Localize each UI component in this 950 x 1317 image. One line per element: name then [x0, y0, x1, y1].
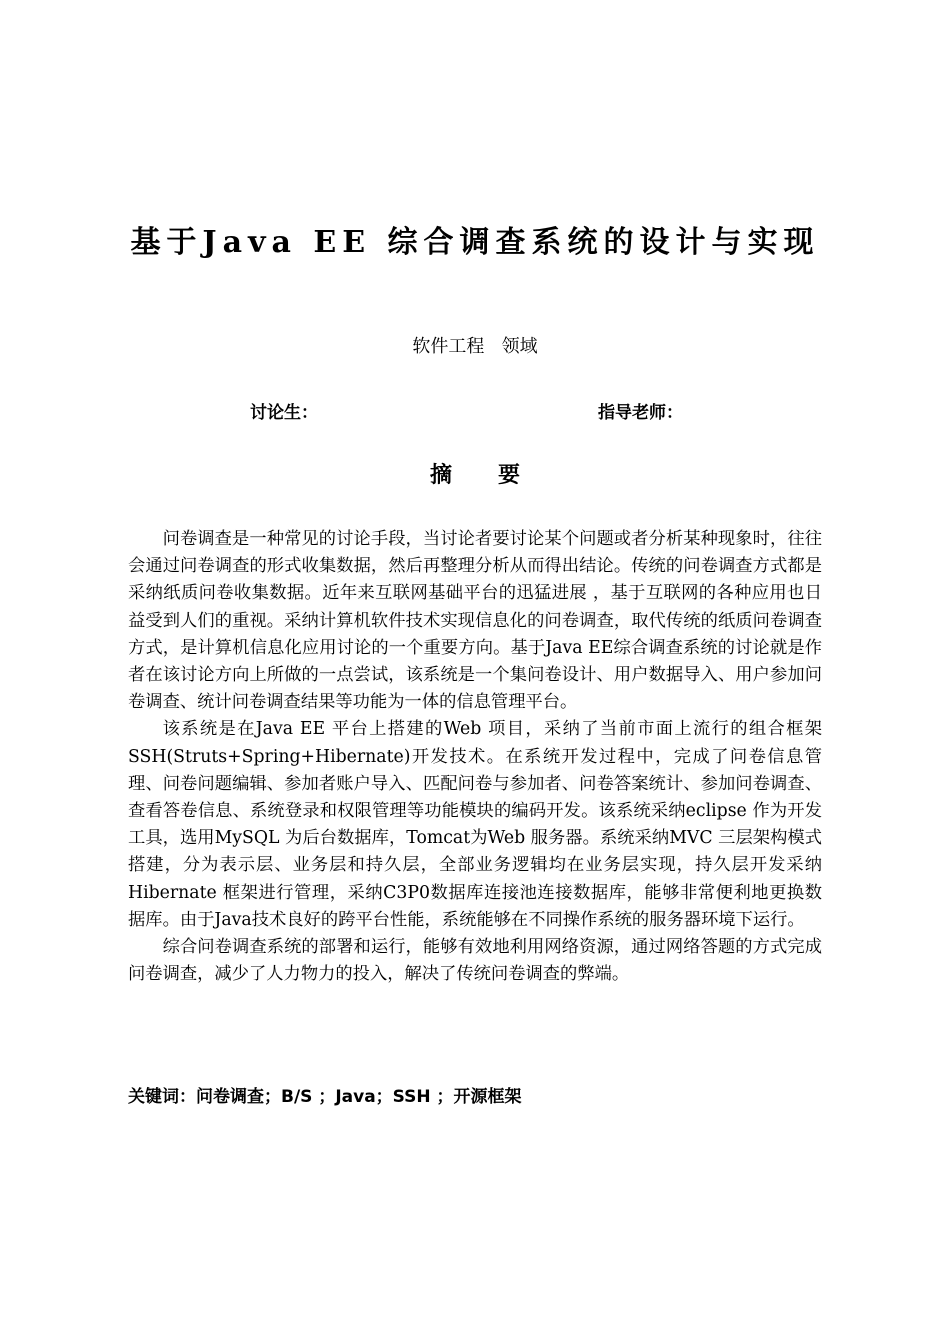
keywords-line: 关键词：问卷调查；B/S ；Java；SSH ；开源框架 — [128, 1087, 522, 1107]
abstract-paragraph-1: 问卷调查是一种常见的讨论手段，当讨论者要讨论某个问题或者分析某种现象时，往往会通过问卷调查的形式收集数据，然后再整理分析从而得出结论。传统的问卷调查方式都是采纳纸质问卷收集数据。近年来互联网基础平台的迅猛进展 ，基于互联网的各种应用也日益受到人们的重视。采纳计算机软件技术实现信息化的问卷调查，取代传统的纸质问卷调查方式，是计算机信息化应用讨论的一个重要方向。基于Java EE综合调查系统的讨论就是作者在该讨论方向上所做的一点尝试，该系统是一个集问卷设计、用户数据导入、用户参加问卷调查、统计问卷调查结果等功能为一体的信息管理平台。 — [128, 529, 822, 713]
abstract-body — [128, 526, 822, 988]
student-label: 讨论生： — [250, 403, 318, 423]
field-line: 软件工程 领域 — [412, 336, 538, 357]
abstract-paragraph-2: 该系统是在Java EE 平台上搭建的Web 项目，采纳了当前市面上流行的组合框架SSH(Struts+Spring+Hibernate)开发技术。在系统开发过程中，完成了问卷信息管理、问卷问题编辑、参加者账户导入、匹配问卷与参加者、问卷答案统计、参加问卷调查、查看答卷信息、系统登录和权限管理等功能模块的编码开发。该系统采纳eclipse 作为开发工具，选用MySQL 为后台数据库，Tomcat为Web 服务器。系统采纳MVC 三层架构模式搭建，分为表示层、业务层和持久层，全部业务逻辑均在业务层实现，持久层开发采纳Hibernate 框架进行管理，采纳C3P0数据库连接池连接数据库，能够非常便利地更换数据库。由于Java技术良好的跨平台性能，系统能够在不同操作系统的服务器环境下运行。 — [128, 719, 822, 930]
document-title: 基于Java EE 综合调查系统的设计与实现 — [130, 225, 820, 260]
abstract-heading: 摘 要 — [430, 463, 520, 488]
abstract-paragraph-3: 综合问卷调查系统的部署和运行，能够有效地利用网络资源，通过网络答题的方式完成问卷调查，减少了人力物力的投入，解决了传统问卷调查的弊端。 — [128, 937, 822, 985]
advisor-label: 指导老师： — [598, 403, 683, 423]
